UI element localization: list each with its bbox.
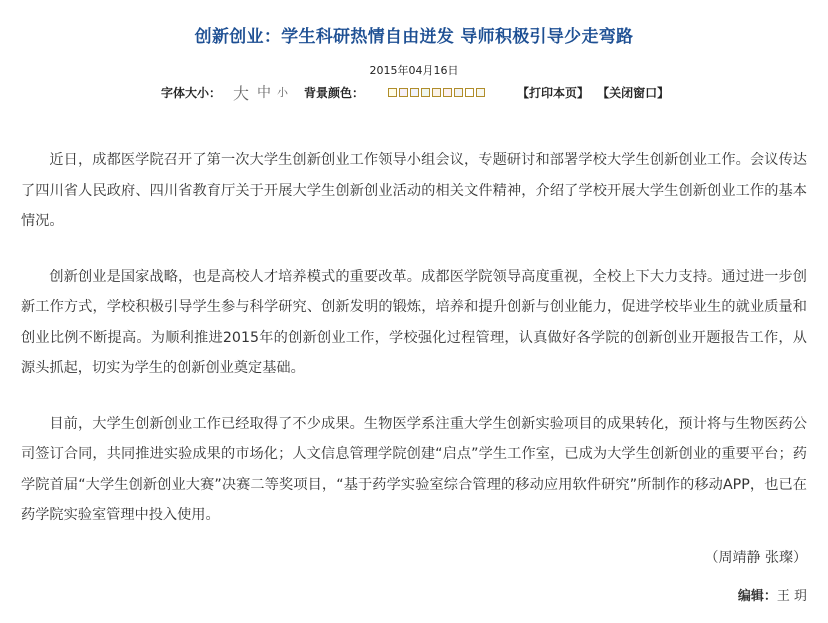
- close-window-button[interactable]: 【关闭窗口】: [597, 85, 670, 100]
- article-paragraph: 创新创业是国家战略，也是高校人才培养模式的重要改革。成都医学院领导高度重视，全校上下大力支持。通过进一步创新工作方式，学校积极引导学生参与科学研究、创新发明的锻炼，培养和提升创新与创业能力，促进学校毕业生的就业质量和创业比例不断提高。为顺利推进2015年的创新创业工作，学校强化过程管理，认真做好各学院的创新创业开题报告工作，从源头抓起，切实为学生的创新创业奠定基础。: [21, 268, 807, 376]
- bg-color-label: 背景颜色：: [304, 85, 365, 100]
- font-size-small-button[interactable]: 小: [277, 86, 289, 99]
- font-size-label: 字体大小：: [161, 85, 222, 100]
- article-body: [21, 145, 807, 556]
- article-title: 创新创业：学生科研热情自由迸发 导师积极引导少走弯路: [194, 27, 634, 47]
- bg-color-swatch[interactable]: [454, 88, 463, 97]
- article-editor: [738, 585, 807, 604]
- editor-name: 王 玥: [776, 589, 807, 604]
- publish-date: 2015年04月16日: [369, 64, 459, 77]
- editor-label: 编辑：: [737, 589, 777, 604]
- bg-color-swatch[interactable]: [465, 88, 474, 97]
- print-page-button[interactable]: 【打印本页】: [517, 85, 590, 100]
- font-size-medium-button[interactable]: 中: [257, 85, 272, 101]
- bg-color-swatch[interactable]: [399, 88, 408, 97]
- bg-color-swatch[interactable]: [432, 88, 441, 97]
- font-size-large-button[interactable]: 大: [233, 83, 250, 103]
- article-paragraph: 目前，大学生创新创业工作已经取得了不少成果。生物医学系注重大学生创新实验项目的成果转化，预计将与生物医药公司签订合同，共同推进实验成果的市场化；人文信息管理学院创建“启点”学生工作室，已成为大学生创新创业的重要平台；药学院首届“大学生创新创业大赛”决赛二等奖项目，“基于药学实验室综合管理的移动应用软件研究”所制作的移动APP，也已在药学院实验室管理中投入使用。: [21, 415, 807, 523]
- bg-color-swatches: [388, 88, 487, 97]
- bg-color-swatch[interactable]: [388, 88, 397, 97]
- bg-color-swatch[interactable]: [476, 88, 485, 97]
- bg-color-swatch[interactable]: [410, 88, 419, 97]
- bg-color-swatch[interactable]: [443, 88, 452, 97]
- article-toolbar: [161, 82, 669, 102]
- bg-color-swatch[interactable]: [421, 88, 430, 97]
- article-paragraph: 近日，成都医学院召开了第一次大学生创新创业工作领导小组会议，专题研讨和部署学校大学生创新创业工作。会议传达了四川省人民政府、四川省教育厅关于开展大学生创新创业活动的相关文件精神，介绍了学校开展大学生创新创业工作的基本情况。: [21, 152, 807, 229]
- article-author: （周靖静 张璨）: [704, 550, 807, 566]
